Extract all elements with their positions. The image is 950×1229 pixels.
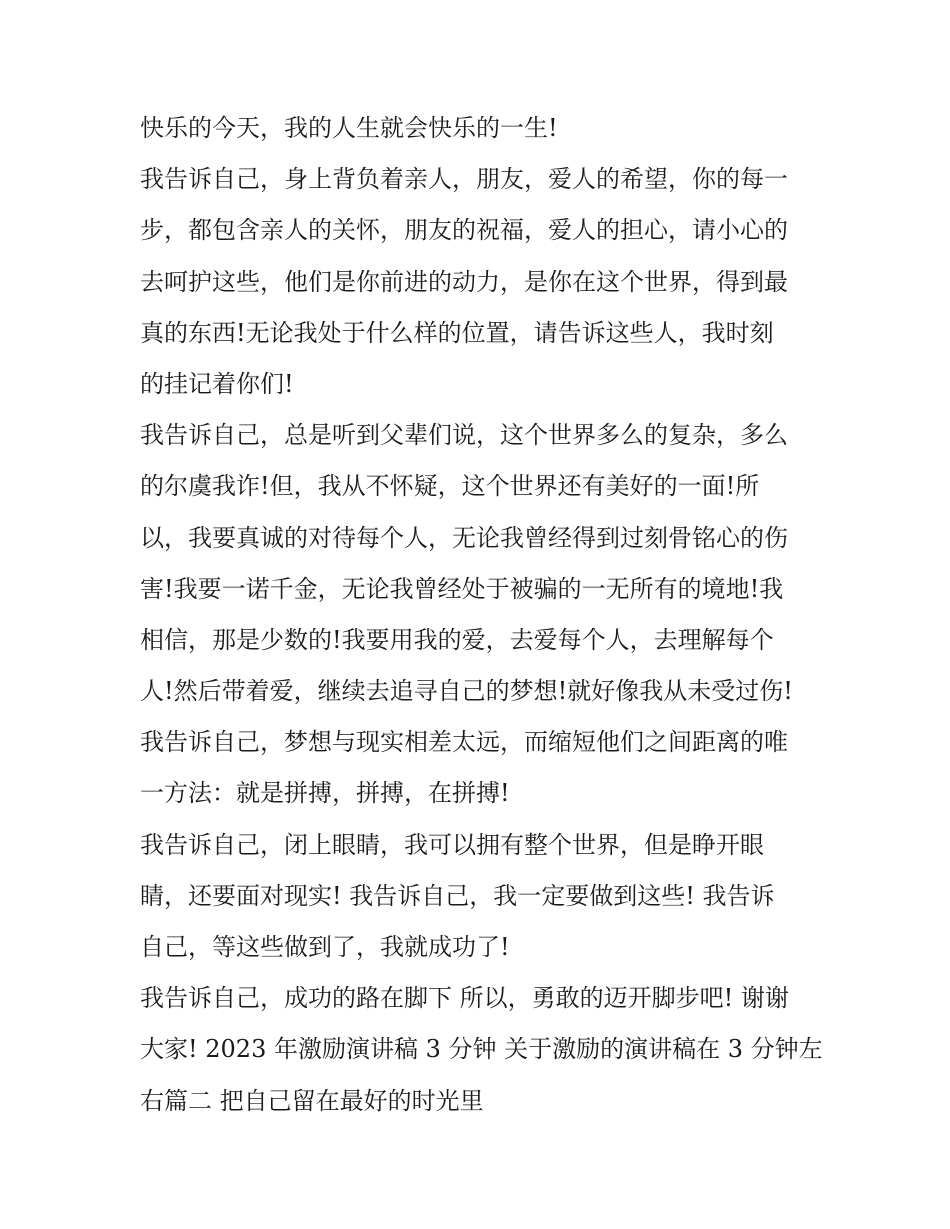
text-line: 右篇二 把自己留在最好的时光里 [140, 1086, 484, 1115]
text-line: 睛，还要面对现实! 我告诉自己，我一定要做到这些! 我告诉 [140, 881, 775, 910]
text-line: 害!我要一诺千金，无论我曾经处于被骗的一无所有的境地!我 [140, 574, 784, 603]
document-body [140, 103, 830, 1127]
text-line: 一方法：就是拼搏，拼搏，在拼搏! [140, 779, 510, 808]
text-line: 我告诉自己，闭上眼睛，我可以拥有整个世界，但是睁开眼 [140, 830, 764, 859]
text-line: 大家! 2023 年激励演讲稿 3 分钟 关于激励的演讲稿在 3 分钟左 [140, 1035, 823, 1064]
text-line: 去呵护这些，他们是你前进的动力，是你在这个世界，得到最 [140, 267, 788, 296]
text-line: 我告诉自己，成功的路在脚下 所以，勇敢的迈开脚步吧! 谢谢 [140, 984, 789, 1013]
text-line: 我告诉自己，梦想与现实相差太远，而缩短他们之间距离的唯 [140, 728, 788, 757]
text-line: 真的东西!无论我处于什么样的位置，请告诉这些人，我时刻 [140, 318, 774, 347]
text-line: 人!然后带着爱，继续去追寻自己的梦想!就好像我从未受过伤! [140, 677, 793, 706]
text-line: 快乐的今天，我的人生就会快乐的一生! [140, 114, 558, 142]
text-line: 步，都包含亲人的关怀，朋友的祝福，爱人的担心，请小心的 [140, 216, 788, 245]
text-line: 以，我要真诚的对待每个人，无论我曾经得到过刻骨铭心的伤 [140, 523, 788, 552]
text-line: 相信，那是少数的!我要用我的爱，去爱每个人，去理解每个 [140, 625, 774, 654]
text-line: 自己，等这些做到了，我就成功了! [140, 933, 510, 961]
text-line: 我告诉自己，总是听到父辈们说，这个世界多么的复杂，多么 [140, 421, 788, 450]
text-line: 的尔虞我诈!但，我从不怀疑，这个世界还有美好的一面!所 [140, 472, 760, 501]
text-line: 我告诉自己，身上背负着亲人，朋友，爱人的希望，你的每一 [140, 165, 788, 194]
text-line: 的挂记着你们! [140, 369, 294, 398]
